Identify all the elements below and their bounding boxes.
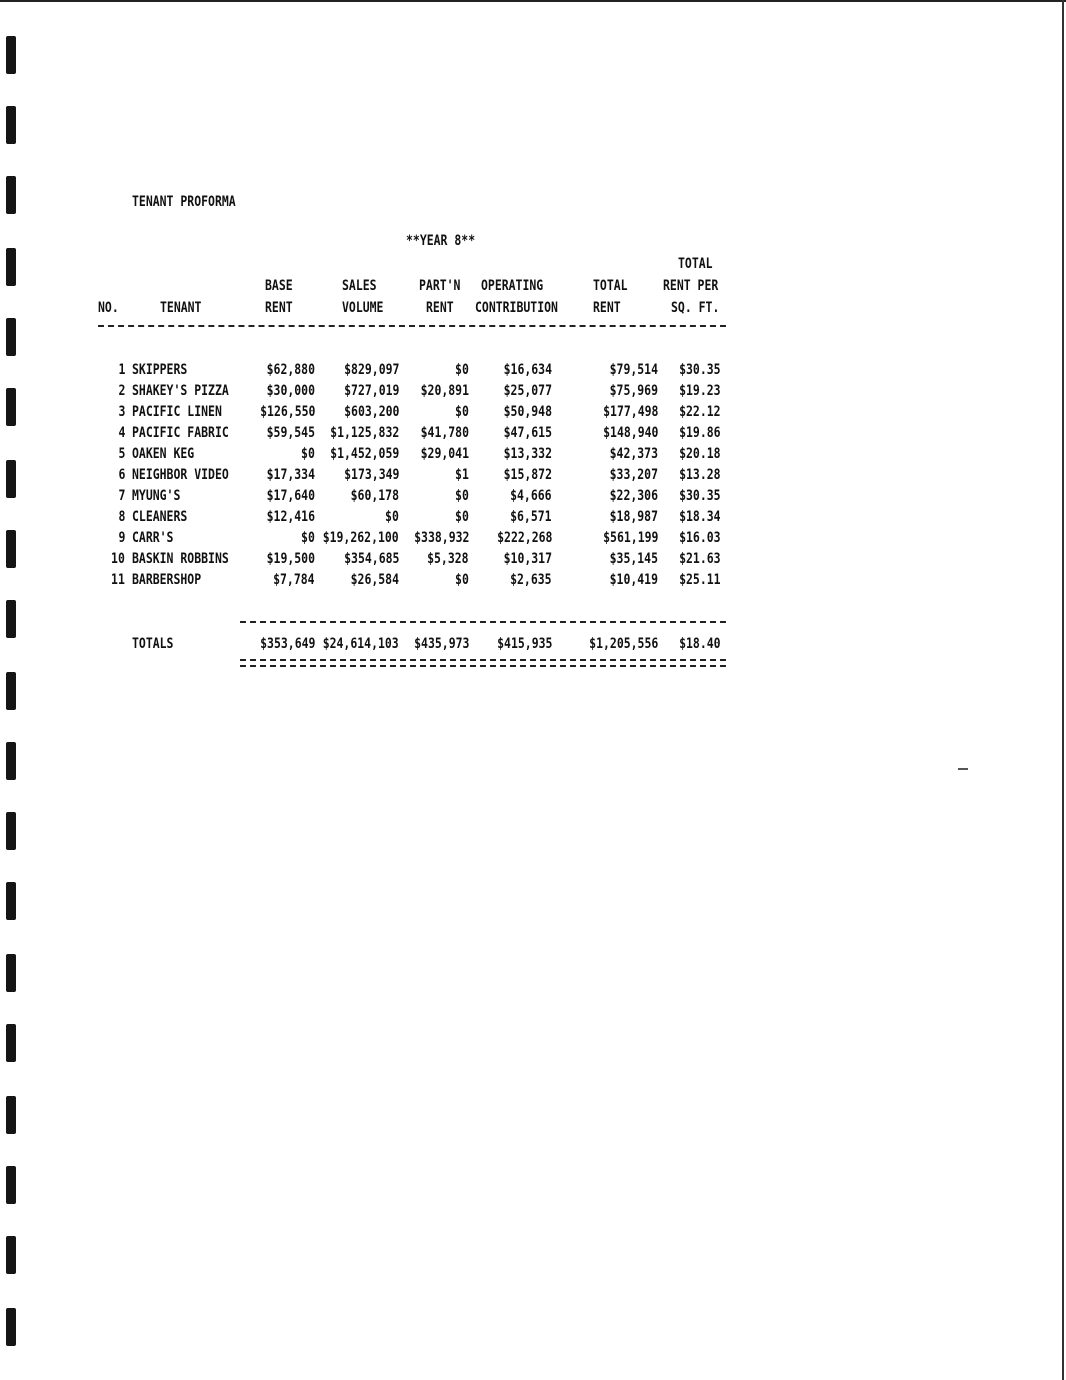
row-partn-rent: $0	[455, 362, 469, 378]
row-operating: $15,872	[503, 467, 552, 483]
row-no: 1	[118, 362, 125, 378]
row-tenant: OAKEN KEG	[132, 446, 195, 462]
row-no: 11	[111, 572, 125, 588]
header-sales-volume-1: SALES	[342, 278, 377, 294]
header-operating-2: CONTRIBUTION	[475, 300, 558, 316]
row-operating: $25,077	[503, 383, 552, 399]
row-total-rent: $177,498	[602, 404, 658, 420]
row-tenant: MYUNG'S	[132, 488, 181, 504]
row-per-sqft: $21.63	[679, 551, 721, 567]
binding-hole	[6, 460, 16, 498]
row-partn-rent: $29,041	[420, 446, 469, 462]
row-total-rent: $10,419	[609, 572, 658, 588]
page-right-edge	[1062, 0, 1064, 1380]
row-total-rent: $79,514	[609, 362, 658, 378]
totals-partn-rent: $435,973	[413, 636, 469, 652]
row-base-rent: $30,000	[266, 383, 315, 399]
binding-hole	[6, 1236, 16, 1274]
row-tenant: NEIGHBOR VIDEO	[132, 467, 229, 483]
page-top-edge	[0, 0, 1066, 2]
row-partn-rent: $41,780	[420, 425, 469, 441]
header-operating-1: OPERATING	[481, 278, 544, 294]
row-sales-volume: $829,097	[343, 362, 399, 378]
row-total-rent: $75,969	[609, 383, 658, 399]
row-per-sqft: $30.35	[679, 362, 721, 378]
period-label: **YEAR 8**	[406, 233, 476, 249]
binding-hole	[6, 882, 16, 920]
row-base-rent: $126,550	[259, 404, 315, 420]
row-per-sqft: $18.34	[679, 509, 721, 525]
row-partn-rent: $0	[455, 404, 469, 420]
totals-per-sqft: $18.40	[679, 636, 721, 652]
row-tenant: CARR'S	[132, 530, 174, 546]
totals-operating: $415,935	[496, 636, 552, 652]
binding-hole	[6, 600, 16, 638]
binding-hole	[6, 1096, 16, 1134]
row-tenant: PACIFIC FABRIC	[132, 425, 229, 441]
row-base-rent: $19,500	[266, 551, 315, 567]
row-partn-rent: $1	[455, 467, 469, 483]
row-operating: $4,666	[510, 488, 552, 504]
header-no: NO.	[98, 300, 119, 316]
binding-hole	[6, 36, 16, 74]
binding-hole	[6, 742, 16, 780]
binding-hole	[6, 1308, 16, 1346]
header-sales-volume-2: VOLUME	[342, 300, 384, 316]
row-base-rent: $59,545	[266, 425, 315, 441]
document-title: TENANT PROFORMA	[132, 194, 236, 210]
row-total-rent: $35,145	[609, 551, 658, 567]
row-sales-volume: $1,452,059	[329, 446, 399, 462]
row-per-sqft: $16.03	[679, 530, 721, 546]
row-per-sqft: $19.86	[679, 425, 721, 441]
row-sales-volume: $354,685	[343, 551, 399, 567]
header-divider	[98, 325, 726, 327]
header-rent-per-sqft-3: SQ. FT.	[671, 300, 720, 316]
binding-hole	[6, 248, 16, 286]
row-operating: $16,634	[503, 362, 552, 378]
row-tenant: BARBERSHOP	[132, 572, 202, 588]
row-tenant: SHAKEY'S PIZZA	[132, 383, 229, 399]
row-operating: $2,635	[510, 572, 552, 588]
row-partn-rent: $0	[455, 572, 469, 588]
row-base-rent: $7,784	[273, 572, 315, 588]
totals-double-rule	[240, 659, 726, 667]
binding-hole	[6, 388, 16, 426]
row-operating: $13,332	[503, 446, 552, 462]
row-sales-volume: $173,349	[343, 467, 399, 483]
row-partn-rent: $20,891	[420, 383, 469, 399]
row-tenant: CLEANERS	[132, 509, 188, 525]
binding-hole	[6, 672, 16, 710]
binding-hole	[6, 812, 16, 850]
binding-hole	[6, 318, 16, 356]
header-base-rent-2: RENT	[265, 300, 293, 316]
totals-divider	[240, 621, 726, 623]
row-total-rent: $148,940	[602, 425, 658, 441]
row-partn-rent: $338,932	[413, 530, 469, 546]
binding-hole	[6, 176, 16, 214]
row-sales-volume: $26,584	[350, 572, 399, 588]
row-total-rent: $33,207	[609, 467, 658, 483]
row-per-sqft: $25.11	[679, 572, 721, 588]
row-sales-volume: $1,125,832	[329, 425, 399, 441]
row-sales-volume: $0	[385, 509, 399, 525]
row-no: 2	[118, 383, 125, 399]
header-partn-rent-1: PART'N	[419, 278, 461, 294]
header-rent-per-sqft-1: TOTAL	[678, 256, 713, 272]
totals-label: TOTALS	[132, 636, 174, 652]
row-no: 4	[118, 425, 125, 441]
header-tenant: TENANT	[160, 300, 202, 316]
binding-hole	[6, 954, 16, 992]
row-no: 7	[118, 488, 125, 504]
row-partn-rent: $5,328	[427, 551, 469, 567]
row-sales-volume: $60,178	[350, 488, 399, 504]
binding-hole	[6, 1024, 16, 1062]
header-total-rent-2: RENT	[593, 300, 621, 316]
row-base-rent: $62,880	[266, 362, 315, 378]
row-base-rent: $17,640	[266, 488, 315, 504]
totals-total-rent: $1,205,556	[588, 636, 658, 652]
row-no: 5	[118, 446, 125, 462]
row-no: 10	[111, 551, 125, 567]
row-sales-volume: $603,200	[343, 404, 399, 420]
row-base-rent: $0	[301, 530, 315, 546]
row-per-sqft: $13.28	[679, 467, 721, 483]
row-base-rent: $12,416	[266, 509, 315, 525]
row-total-rent: $561,199	[602, 530, 658, 546]
row-sales-volume: $19,262,100	[322, 530, 399, 546]
row-partn-rent: $0	[455, 488, 469, 504]
row-no: 9	[118, 530, 125, 546]
row-no: 3	[118, 404, 125, 420]
row-sales-volume: $727,019	[343, 383, 399, 399]
header-base-rent-1: BASE	[265, 278, 293, 294]
row-per-sqft: $19.23	[679, 383, 721, 399]
row-operating: $50,948	[503, 404, 552, 420]
totals-sales-volume: $24,614,103	[322, 636, 399, 652]
row-tenant: PACIFIC LINEN	[132, 404, 222, 420]
totals-base-rent: $353,649	[259, 636, 315, 652]
stray-mark	[958, 768, 968, 770]
row-operating: $47,615	[503, 425, 552, 441]
row-per-sqft: $20.18	[679, 446, 721, 462]
row-tenant: SKIPPERS	[132, 362, 188, 378]
row-operating: $10,317	[503, 551, 552, 567]
row-base-rent: $0	[301, 446, 315, 462]
row-total-rent: $42,373	[609, 446, 658, 462]
header-partn-rent-2: RENT	[426, 300, 454, 316]
row-base-rent: $17,334	[266, 467, 315, 483]
header-total-rent-1: TOTAL	[593, 278, 628, 294]
row-operating: $222,268	[496, 530, 552, 546]
row-total-rent: $22,306	[609, 488, 658, 504]
row-no: 8	[118, 509, 125, 525]
binding-hole	[6, 1166, 16, 1204]
header-rent-per-sqft-2: RENT PER	[663, 278, 719, 294]
binding-hole	[6, 530, 16, 568]
row-total-rent: $18,987	[609, 509, 658, 525]
row-no: 6	[118, 467, 125, 483]
row-per-sqft: $30.35	[679, 488, 721, 504]
row-operating: $6,571	[510, 509, 552, 525]
row-per-sqft: $22.12	[679, 404, 721, 420]
binding-hole	[6, 106, 16, 144]
row-tenant: BASKIN ROBBINS	[132, 551, 229, 567]
binding-holes	[6, 0, 20, 1380]
row-partn-rent: $0	[455, 509, 469, 525]
